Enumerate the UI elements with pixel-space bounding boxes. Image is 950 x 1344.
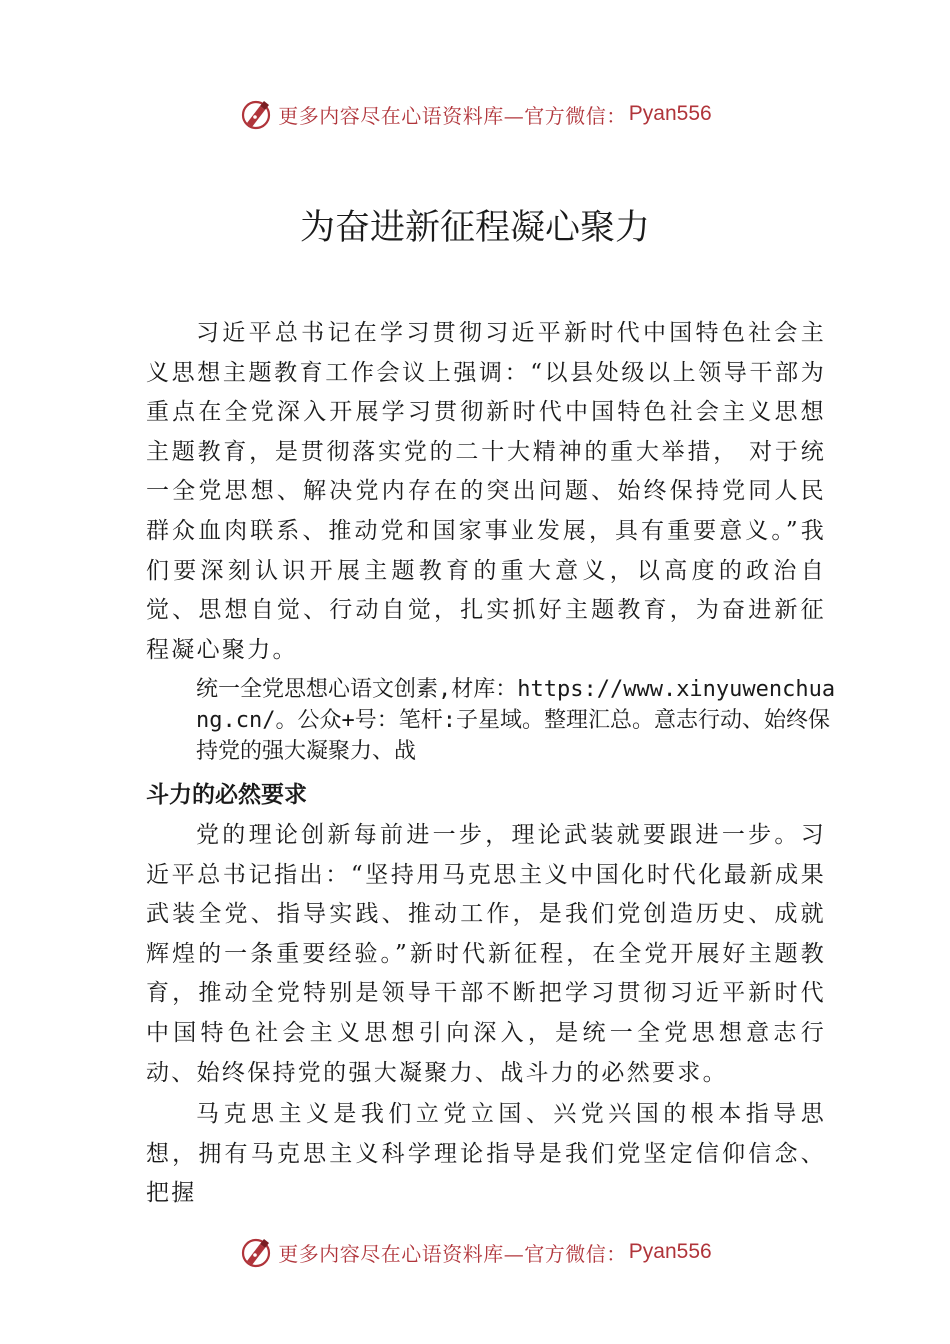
pen-nib-logo-icon [238, 96, 274, 132]
banner-text: 更多内容尽在心语资料库—官方微信： [278, 1241, 627, 1266]
intro-paragraph: 习近平总书记在学习贯彻习近平新时代中国特色社会主义思想主题教育工作会议上强调：“以县处级以上领导干部为重点在全党深入开展学习贯彻新时代中国特色社会主义思想主题教育，是贯彻落实党的二十大精神的重大举措， 对于统一全党思想、解决党内存在的突出问题、始终保持党同人民群众血肉联系、推动党和国家事业发展，具有重要意义。”我们要深刻认识开展主题教育的重大意义，以高度的政治自觉、思想自觉、行动自觉，扎实抓好主题教育，为奋进新征程凝心聚力。 [146, 320, 826, 663]
document-title: 为奋进新征程凝心聚力 [299, 208, 650, 248]
section-paragraph-2: 马克思主义是我们立党立国、兴党兴国的根本指导思想，拥有马克思主义科学理论指导是我们党坚定信仰信念、把握 [146, 1101, 826, 1207]
banner-text: 更多内容尽在心语资料库—官方微信： [278, 103, 627, 128]
banner-wechat-id: Pyan556 [628, 102, 712, 125]
watermark-note: 统一全党思想心语文创素,材库：https://www.xinyuwenchuang.cn/。公众+号：笔杆:子星域。整理汇总。意志行动、始终保持党的强大凝聚力、战 [196, 677, 836, 764]
section-heading: 斗力的必然要求 [146, 782, 307, 808]
footer-banner [0, 1232, 950, 1272]
section-paragraph-1: 党的理论创新每前进一步，理论武装就要跟进一步。习近平总书记指出：“坚持用马克思主义中国化时代化最新成果武装全党、指导实践、推动工作，是我们党创造历史、成就辉煌的一条重要经验。”新时代新征程，在全党开展好主题教育，推动全党特别是领导干部不断把学习贯彻习近平新时代中国特色社会主义思想引向深入，是统一全党思想意志行动、始终保持党的强大凝聚力、战斗力的必然要求。 [146, 822, 826, 1086]
pen-nib-logo-icon [238, 1234, 274, 1270]
banner-wechat-id: Pyan556 [628, 1240, 712, 1263]
header-banner [0, 94, 950, 134]
